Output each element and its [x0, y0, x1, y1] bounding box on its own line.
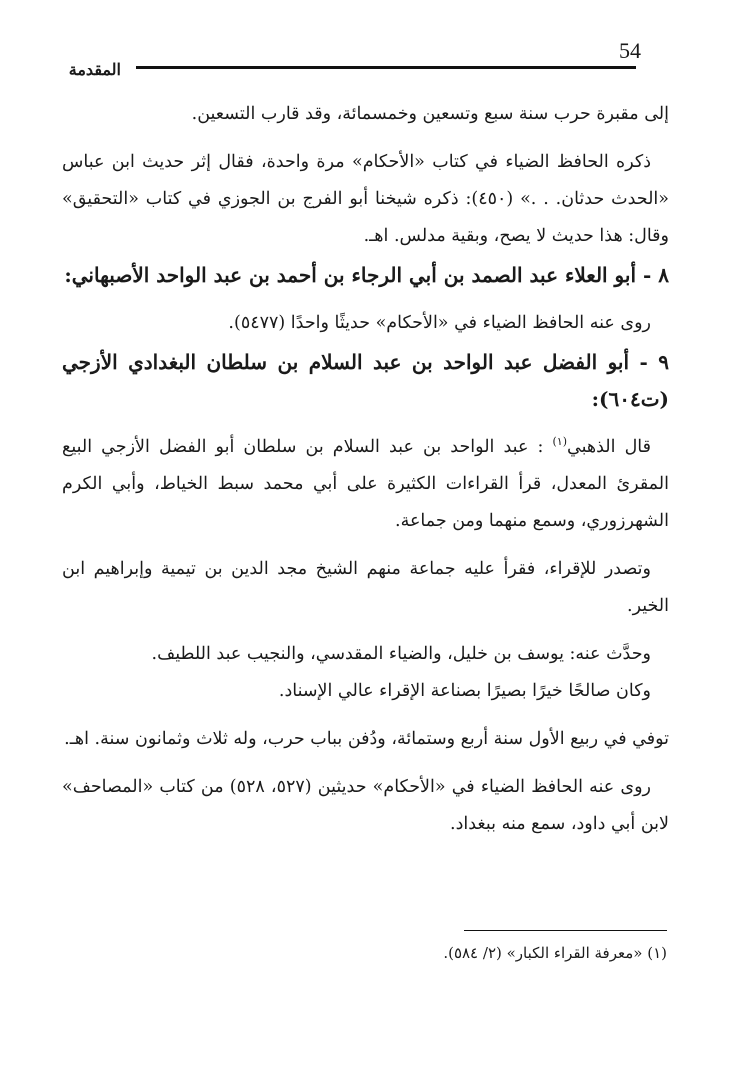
entry-heading: ٨ - أبو العلاء عبد الصمد بن أبي الرجاء بن أحمد بن عبد الواحد الأصبهاني:	[64, 263, 669, 287]
paragraph	[62, 429, 669, 540]
paragraph-text: قال الذهبي	[567, 437, 652, 457]
header-rule	[136, 66, 636, 69]
footnote: (١) «معرفة القراء الكبار» (٢/ ٥٨٤).	[443, 944, 667, 962]
page-number: 54	[619, 38, 641, 63]
paragraph: إلى مقبرة حرب سنة سبع وتسعين وخمسمائة، وقد قارب التسعين.	[191, 104, 669, 124]
entry-heading: ٩ - أبو الفضل عبد الواحد بن عبد السلام بن سلطان البغدادي الأزجي (ت٦٠٤):	[62, 350, 669, 411]
paragraph-text: : عبد الواحد بن عبد السلام بن سلطان أبو الفضل الأزجي البيع المقرئ المعدل، قرأ القراءات الكثيرة على أبي محمد سبط الخياط، وأبي الكرم الشهرزوري، وسمع منهما ومن جماعة.	[62, 437, 669, 531]
footnote-rule	[464, 930, 667, 931]
paragraph: روى عنه الحافظ الضياء في «الأحكام» حديثًا واحدًا (٥٤٧٧).	[228, 313, 651, 333]
paragraph: وتصدر للإقراء، فقرأ عليه جماعة منهم الشيخ مجد الدين بن تيمية وإبراهيم ابن الخير.	[62, 559, 669, 616]
paragraph: وحدَّث عنه: يوسف بن خليل، والضياء المقدسي، والنجيب عبد اللطيف.	[151, 644, 651, 664]
paragraph: وكان صالحًا خيرًا بصيرًا بصناعة الإقراء عالي الإسناد.	[278, 681, 651, 701]
body-text	[62, 96, 669, 843]
running-header: المقدمة	[68, 60, 121, 79]
paragraph: ذكره الحافظ الضياء في كتاب «الأحكام» مرة واحدة، فقال إثر حديث ابن عباس «الحدث حدثان. . .» (٤٥٠): ذكره شيخنا أبو الفرج بن الجوزي في كتاب «التحقيق» وقال: هذا حديث لا يصح، وبقية مدلس. اهـ.	[62, 152, 669, 246]
paragraph: روى عنه الحافظ الضياء في «الأحكام» حديثين (٥٢٧، ٥٢٨) من كتاب «المصاحف» لابن أبي داود، سمع منه ببغداد.	[62, 777, 669, 834]
paragraph: توفي في ربيع الأول سنة أربع وستمائة، ودُفن بباب حرب، وله ثلاث وثمانون سنة. اهـ.	[64, 729, 669, 749]
footnote-ref[interactable]: (١)	[552, 435, 568, 449]
